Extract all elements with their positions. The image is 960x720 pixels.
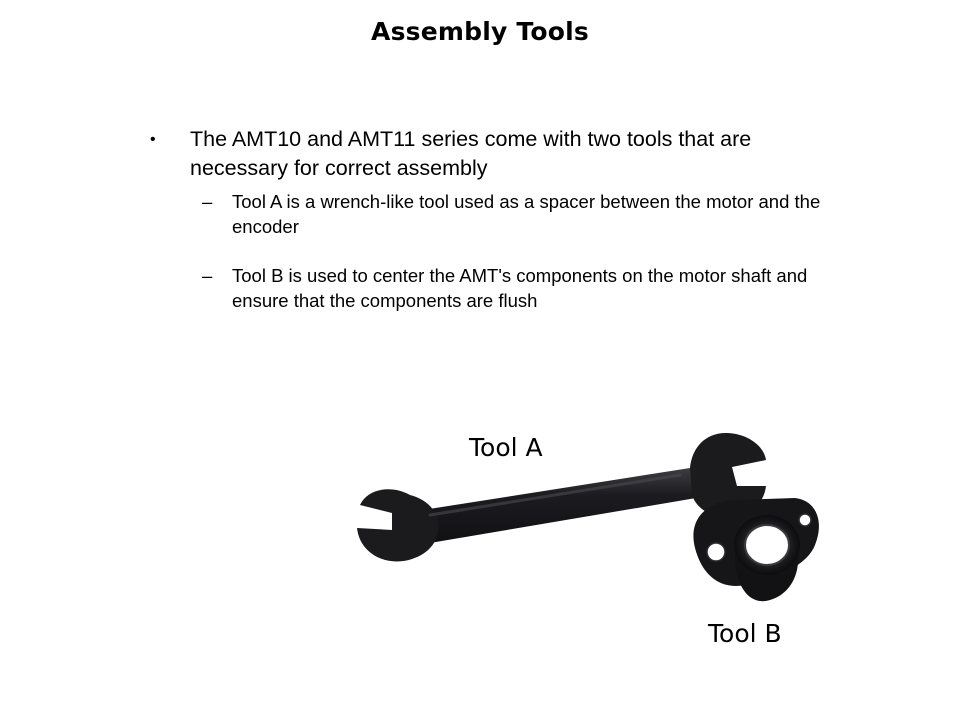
tool-b-label: Tool B [708, 619, 782, 648]
bullet-list [150, 125, 850, 313]
slide-title: Assembly Tools [371, 17, 589, 46]
tool-b-collar [693, 498, 818, 601]
subbullet-text: Tool B is used to center the AMT's components on the motor shaft and ensure that the components are flush [232, 265, 808, 311]
subbullet-item-tool-a [150, 189, 850, 239]
bullet-marker: • [150, 131, 156, 148]
bullet-item [150, 125, 850, 183]
subbullet-text: Tool A is a wrench-like tool used as a spacer between the motor and the encoder [232, 191, 821, 237]
subbullet-marker: – [202, 265, 213, 286]
subbullet-marker: – [202, 191, 213, 212]
assembly-tools-photo [340, 420, 840, 620]
subbullet-item-tool-b [150, 263, 850, 313]
bullet-text: The AMT10 and AMT11 series come with two tools that are necessary for correct assembly [190, 127, 752, 180]
tool-a-label: Tool A [469, 433, 543, 462]
